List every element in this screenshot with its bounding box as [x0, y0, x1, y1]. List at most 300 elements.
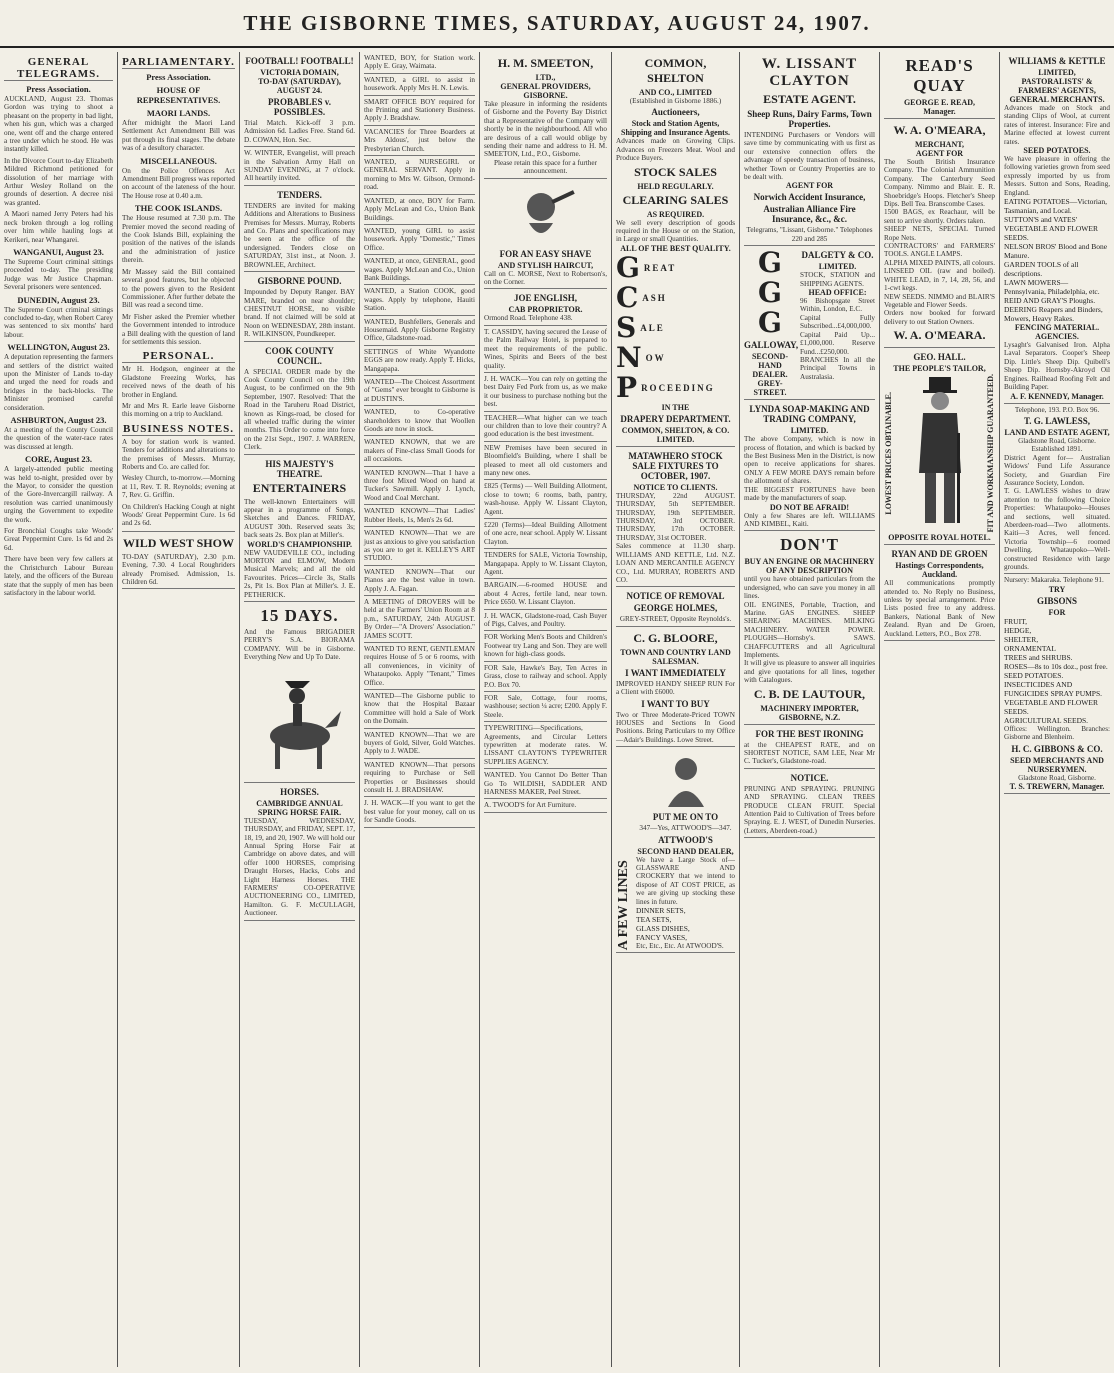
- ad-pound: [244, 272, 355, 341]
- drop-cap-rest: OW: [645, 352, 666, 363]
- ad-text: FOR Working Men's Boots and Children's Footwear try Lang and Son. They are well known for high-class goods.: [484, 633, 607, 659]
- ad-text: A SPECIAL ORDER made by the Cook County Council on the 19th August, to be confirmed on the 9th September, 1907. Resolved: That the Road in the Taruheru Road District, known as Kings-road, be closed for all wheeled traffic during the winter months. This Order to come into force on the 21st Sept., 1907. J. WARREN, Clerk.: [244, 367, 355, 452]
- column-williams-kettle: [1000, 52, 1114, 1367]
- classified-ad: [364, 285, 475, 315]
- ad-text: Impounded by Deputy Ranger. BAY MARE, branded on near shoulder; CHESTNUT HORSE, no visible brand. If not claimed will be sold at Noon on WEDNESDAY, 28th instant. R. WILKINSON, Poundkeeper.: [244, 288, 355, 339]
- ad-heading: DALGETY & CO.: [801, 250, 874, 261]
- drop-cap-rest: ALE: [640, 322, 665, 333]
- ad-heading: DON'T: [780, 535, 839, 555]
- classified-ad: [364, 690, 475, 729]
- ad-heading: DRAPERY DEPARTMENT.: [620, 413, 731, 424]
- ad-heading: W. A. O'MEARA.: [893, 328, 986, 343]
- ad-subheading: AND CO., LIMITED: [639, 88, 712, 97]
- ad-galloway-dalgety: [744, 246, 875, 400]
- dateline: WELLINGTON, August 23.: [7, 342, 110, 353]
- ad-text: Offices: Wellington. Branches: Gisborne and Blenheim.: [1004, 724, 1110, 742]
- ad-barber: [484, 179, 607, 290]
- ad-subheading: SEED MERCHANTS AND NURSERYMEN.: [1010, 755, 1104, 774]
- drop-cap-rest: REAT: [643, 262, 677, 273]
- ad-heading: FOR THE BEST IRONING: [755, 728, 864, 739]
- subhead: HOUSE OF REPRESENTATIVES.: [136, 85, 221, 105]
- column-parliamentary: [118, 52, 240, 1367]
- ad-heading: 15 DAYS.: [260, 606, 339, 626]
- ad-text: The South British Insurance Company. The Colonial Ammunition Company. The Canterbury Seed Company. Nimmo and Blair. E. R. Shoebridge's Hoops. Fletcher's Sheep Dips. Bell Tea. Branscombe Cases.: [884, 158, 995, 209]
- ad-subheading: SECOND-HAND DEALER.: [751, 352, 788, 380]
- classified-ad: [484, 722, 607, 769]
- article-paragraph: There have been very few callers at the Christchurch Labour Bureau lately, and the officers of the Bureau state that the supply of men has been satisfactory in the labour world.: [4, 555, 113, 597]
- classified-ad: [364, 643, 475, 690]
- ad-text: (Established in Gisborne 1886.): [629, 97, 722, 105]
- ad-text: OIL ENGINES, Portable, Traction, and Marine. GAS ENGINES. SHEEP SHEARING MACHINES. MILKING MACHINERY. WATER POWER. PLOUGHS—Hornsby's. SAWS. CHAFFCUTTERS and all Agricultural Implements.: [744, 600, 875, 659]
- ad-subheading: LAND AND ESTATE AGENT,: [1004, 427, 1110, 437]
- classified-ad: [364, 467, 475, 506]
- ad-subheading: AND STYLISH HAIRCUT,: [497, 260, 594, 270]
- ad-text: All communications promptly attended to. No Reply no Business, unless by special arrangement. Price Lists posted free to any address. Bankers, National Bank of New Zealand. Ryan and De Groen, Auckland. Letters, P.O., Box 278.: [884, 579, 995, 638]
- ad-text: Please retain this space for a further announcement.: [494, 158, 597, 176]
- ad-subheading: WORLD'S CHAMPIONSHIP.: [246, 539, 353, 549]
- ad-subheading: IN THE: [661, 402, 690, 412]
- ad-subheading: AGENT FOR: [785, 181, 834, 191]
- masthead-title: THE GISBORNE TIMES, SATURDAY, AUGUST 24, 1907.: [243, 11, 871, 35]
- ad-reads-quay: [884, 52, 995, 119]
- ad-lynda-soap: [744, 400, 875, 531]
- classified-ad: [484, 631, 607, 661]
- classified-ad: [484, 662, 607, 692]
- ad-subheading: TOWN AND COUNTRY LAND SALESMAN.: [620, 647, 731, 666]
- ad-text: WANTED TO RENT, GENTLEMAN requires House of 5 or 6 rooms, with all conveniences, in vicinity of Whataupoko. Apply "Tenant," Times Office.: [364, 644, 475, 687]
- ad-text: NEW SEEDS. NIMMO and BLAIR'S Vegetable and Flower Seeds.: [884, 292, 995, 309]
- ad-text: Gladstone Road, Gisborne. Established 1891.: [1018, 436, 1096, 454]
- dateline: ASHBURTON, August 23.: [10, 415, 107, 425]
- ad-heading: CLEARING SALES: [622, 192, 729, 207]
- list-item: SEED POTATOES.: [1004, 670, 1064, 680]
- classified-ad: [364, 195, 475, 225]
- ad-text: WANTED KNOWN—That persons requiring to Purchase or Sell Properties or Businesses should consult H. J. BRADSHAW.: [364, 760, 475, 795]
- classified-ad: [484, 549, 607, 579]
- ad-text: WANTED, Bushfellers, Generals and Housemaid. Apply Gisborne Registry Office, Gladstone-road.: [364, 317, 475, 343]
- ad-text: at the CHEAPEST RATE, and on SHORTEST NOTICE, SAM LEE, Near Mr C. Tucker's, Gladstone-road.: [744, 740, 875, 766]
- ad-text: THE BIGGEST FORTUNES have been made by the manufacturers of soap.: [744, 485, 875, 503]
- ad-subheading: LTD.,: [535, 73, 556, 82]
- article-paragraph: At a meeting of the County Council the question of the water-race rates was discussed at length.: [4, 426, 113, 451]
- ad-text: District Agent for— Australian Widows' Fund Life Assurance Society, and Guardian Fire Assurance Society, London.: [1004, 453, 1110, 487]
- ad-tenders: [244, 186, 355, 272]
- column-readsquay-omeara: [880, 52, 1000, 1367]
- classified-ad: [364, 126, 475, 156]
- ad-name: GEORGE HOLMES,: [633, 603, 718, 614]
- horseman-illustration: [255, 666, 345, 776]
- classified-ad: [364, 255, 475, 285]
- ad-heading: C. B. DE LAUTOUR,: [753, 686, 866, 701]
- classified-ad: [364, 505, 475, 527]
- ad-text: J. H. WACK, Gladstone-road, Cash Buyer of Pigs, Calves, and Poultry.: [484, 611, 607, 629]
- ad-text: Call on C. MORSE, Next to Robertson's, on the Corner.: [484, 269, 607, 287]
- ad-line: Sheep Runs, Dairy Farms, Town Properties.: [747, 109, 872, 129]
- section-title: PERSONAL.: [122, 350, 235, 363]
- ad-wild-west-show: [122, 531, 235, 590]
- ad-text: PRUNING AND SPRAYING. PRUNING AND SPRAYING. CLEAN TREES PRODUCE CLEAN FRUIT. Special Attention Paid to Cultivation of Trees before Spraying. E. J. WEST, of Dunedin Nurseries. (Letters, Aberdeen-road.): [744, 784, 875, 835]
- ad-subheading: A. F. KENNEDY, Manager.: [1010, 391, 1104, 401]
- drop-cap: G: [758, 246, 782, 280]
- ad-subheading: GREY-STREET.: [753, 379, 787, 398]
- subhead: MISCELLANEOUS.: [140, 155, 217, 166]
- article-paragraph: After midnight the Maori Land Settlement Act Amendment Bill was put through its final stages. The debate was of a desultory character.: [122, 119, 235, 153]
- classified-ad: [364, 225, 475, 255]
- list-item: ROSES—8s to 10s doz., post free.: [1004, 661, 1108, 671]
- ad-text: 96 Bishopsgate Street Within, London, E.C.: [800, 297, 875, 314]
- classified-ad: [364, 797, 475, 827]
- ad-heading: WILLIAMS & KETTLE: [1008, 56, 1106, 66]
- classified-ad: [484, 769, 607, 799]
- ad-text: WANTED, a NURSEGIRL or GENERAL SERVANT. Apply in morning to Mrs W. Gibson, Ormond-road.: [364, 158, 475, 192]
- ad-text: Telephone, 193. P.O. Box 96.: [1014, 405, 1100, 414]
- ad-heading: RYAN AND DE GROEN: [891, 549, 988, 560]
- drop-cap: G: [616, 250, 640, 284]
- column-common-shelton: [612, 52, 740, 1367]
- ad-subheading: HEAD OFFICE:: [808, 288, 867, 298]
- ad-heading: GEO. HALL.: [913, 352, 966, 363]
- ad-text: WANTED, to Co-operative shareholders to know that Woollen Goods are now in stock.: [364, 408, 475, 434]
- classified-ad: [364, 566, 475, 596]
- ad-text: NEW Premises have been secured in Bloomfield's Building, where I shall be pleased to meet all old customers and many new ones.: [484, 443, 607, 477]
- ad-heading: JOE ENGLISH,: [513, 293, 578, 304]
- ad-text: WANTED, at once, GENERAL, good wages. Apply McLean and Co., Union Bank Buildings.: [364, 257, 475, 282]
- ad-heading: FOR AN EASY SHAVE: [499, 248, 592, 259]
- list-item: SHELTER,: [1004, 634, 1039, 644]
- ad-text: Nursery: Makaraka. Telephone 91.: [1004, 576, 1104, 585]
- ad-dont-buy: [744, 531, 875, 724]
- ad-text: GREY-STREET, Opposite Reynolds's.: [619, 615, 732, 624]
- ad-text: WANTED KNOWN—That we are buyers of Gold, Silver, Gold Watches. Apply to J. WADE.: [364, 730, 475, 756]
- list-item: VEGETABLE AND FLOWER SEEDS.: [1004, 697, 1098, 716]
- ad-text: Take pleasure in informing the residents of Gisborne and the Poverty Bay District that a Representative of the Company will shortly be in the neighbourhood. All who are desirous of a call would oblige by sending their name and address to H. M. SMEETON, Ltd., P.O., Gisborne.: [484, 100, 607, 159]
- ad-text: W. WINTER, Evangelist, will preach in the Salvation Army Hall on SUNDAY EVENING, at 7 o'clock. All heartily invited.: [244, 149, 355, 183]
- article-paragraph: Mr and Mrs R. Earle leave Gisborne this morning on a trip to Auckland.: [122, 401, 235, 419]
- ad-subheading: NOTICE TO CLIENTS.: [633, 482, 718, 492]
- ad-text: And the Famous BRIGADIER PERRY'S S.A. BIORAMA COMPANY. Will be in Gisborne. Everything New and Up To Date.: [244, 628, 355, 662]
- ad-subheading: LIMITED.: [818, 262, 857, 272]
- column-local-ads: [480, 52, 612, 1367]
- ad-text: We have pleasure in offering the following varieties grown from seed expressly imported by us from Messrs. Sutton and Sons, Reading, England.: [1004, 155, 1110, 197]
- ad-text: TEACHER—What higher can we teach our children than to love their country? A good education is the best investment.: [484, 413, 607, 439]
- ad-text: WANTED, a Station COOK, good wages. Apply by telephone, Hauiti Station.: [364, 287, 475, 313]
- vertical-banner: LOWEST PRICES OBTAINABLE.: [884, 391, 893, 515]
- dateline: DUNEDIN, August 23.: [17, 294, 100, 305]
- tailor-figure-row: [884, 373, 995, 533]
- ad-subheading: AGENCIES.: [1035, 332, 1079, 342]
- ad-subheading: MERCHANT,: [915, 140, 964, 149]
- ad-subheading: THE PEOPLE'S TAILOR,: [893, 364, 986, 374]
- classified-ad: [364, 74, 475, 96]
- ad-subheading: GENERAL PROVIDERS, GISBORNE.: [500, 82, 591, 100]
- list-item: FRUIT,: [1004, 616, 1027, 626]
- ad-text: WANTED KNOWN, that we are makers of Fine-class Small Goods for all occasions.: [364, 438, 475, 464]
- ad-heading: Norwich Accident Insurance,: [753, 192, 866, 203]
- ad-heading: Australian Alliance Fire Insurance, &c., &c.: [763, 204, 856, 225]
- column-wanted-ads: [360, 52, 480, 1367]
- ad-lawless: [1004, 404, 1110, 575]
- ad-text: Advances made on Stock and standing Clips of Wool, at current rates of interest. Insurance: Fire and Marine effected at lowest current rates.: [1004, 104, 1110, 146]
- list-item: TREES and SHRUBS.: [1004, 652, 1073, 662]
- vertical-banner: FIT AND WORKMANSHIP GUARANTEED.: [986, 373, 995, 533]
- article-paragraph: On the Police Offences Act Amendment Bill progress was reported on account of the lateness of the hour. The House rose at 0.40 a.m.: [122, 166, 235, 200]
- ad-gibbons: [1004, 574, 1110, 794]
- ad-theatre: [244, 455, 355, 602]
- ad-text: WANTED, young GIRL to assist housework. Apply "Domestic," Times Office.: [364, 226, 475, 252]
- ad-heading: C. G. BLOORE,: [633, 630, 718, 645]
- ad-text: CONTRACTORS' and FARMERS' TOOLS. ANGLE LAMPS.: [884, 242, 995, 259]
- barber-illustration: [511, 185, 581, 245]
- ad-subheading: Hastings Correspondents, Auckland.: [895, 561, 984, 580]
- ad-text: Two or Three Moderate-Priced TOWN HOUSES and Sections In Good Positions. Bring Particulars to my Office—Adair's Buildings. Lowe Street.: [616, 710, 735, 744]
- drop-cap: C: [616, 280, 639, 314]
- ad-cab: [484, 289, 607, 325]
- classified-ad: [484, 412, 607, 442]
- ad-text: SMART OFFICE BOY required for the Printing and Stationery Business. Apply J. Bradshaw.: [364, 97, 475, 123]
- ad-subheading: AS REQUIRED.: [646, 209, 705, 219]
- ad-subheading: TRY: [1048, 584, 1066, 594]
- ad-text: WANTED, a GIRL to assist in housework. Apply Mrs H. N. Lewis.: [364, 75, 475, 93]
- ad-subheading: BUY AN ENGINE OR MACHINERY OF ANY DESCRIPTION: [744, 557, 875, 576]
- ad-subheading: Manager.: [923, 107, 956, 116]
- column-entertainment: [240, 52, 360, 1367]
- list-item: INSECTICIDES AND FUNGICIDES SPRAY PUMPS.: [1004, 679, 1103, 698]
- ad-heading: H. C. GIBBONS & CO.: [1011, 743, 1103, 754]
- article-paragraph: Mr Fisher asked the Premier whether the Government intended to introduce a Bill dealing with the question of land for settlements this session.: [122, 312, 235, 346]
- drop-cap: N: [616, 340, 642, 374]
- section-title: PARLIAMENTARY.: [122, 56, 235, 68]
- ad-subheading: AGENT FOR: [915, 149, 964, 158]
- article-paragraph: A largely-attended public meeting was held to-night, presided over by the Mayor, to consider the question of the Gore-Invercargill railway. A resolution was carried unanimously urging the Government to expedite the work.: [4, 465, 113, 524]
- ad-subheading: LIMITED.: [790, 426, 829, 436]
- dateline: WANGANUI, August 23.: [13, 246, 104, 257]
- article-paragraph: The Supreme Court criminal sittings proceeded to-day. The presiding Judge was Mr Justice Chapman. Several prisoners were sentenced.: [4, 257, 113, 292]
- ad-county-council: [244, 342, 355, 455]
- ad-role: Auctioneers,: [651, 107, 700, 118]
- ad-text: WANTED, at once, BOY for Farm. Apply McLean and Co., Union Bank Buildings.: [364, 196, 475, 222]
- drop-cap: S: [616, 310, 637, 344]
- classified-ad: [364, 436, 475, 466]
- ad-text: TYPEWRITING—Specifications, Agreements, and Circular Letters typewritten at moderate rates. W. LISSANT CLAYTON'S TYPEWRITER SUPPLIES AGENCY.: [484, 724, 607, 766]
- ad-bloore: [616, 627, 735, 747]
- classified-ad: [484, 442, 607, 481]
- list-item: AGRICULTURAL SEEDS.: [1004, 715, 1089, 725]
- ad-subheading: T. S. TREWERN, Manager.: [1009, 782, 1105, 792]
- ad-subheading: ENTERTAINERS: [252, 480, 347, 495]
- classified-ad: [364, 156, 475, 195]
- article-paragraph: Mr H. Hodgson, engineer at the Gladstone Freezing Works, has received news of the death of his brother in England.: [122, 365, 235, 399]
- classified-ad: [484, 692, 607, 722]
- ad-name: ATTWOOD'S: [658, 834, 713, 845]
- ad-text: We sell every description of goods required in the House or on the Station, in Large or small Quantities.: [616, 218, 735, 244]
- ad-heading: NOTICE OF REMOVAL: [626, 591, 725, 602]
- article-paragraph: In the Divorce Court to-day Elizabeth Mildred Richmond petitioned for dissolution of her marriage with Arthur Wesley Rolland on the grounds of desertion. A decree nisi was granted.: [4, 156, 113, 207]
- ad-text: WANTED KNOWN—That I have a three foot Mixed Wood on hand at Tucker's Sawmill. Apply J. Lynch, Wood and Coal Merchant.: [364, 468, 475, 502]
- ad-text: WANTED KNOWN—That our Pianos are the best value in town. Apply J. A. Fagan.: [364, 567, 475, 593]
- ad-subheading: LIMITED,: [1038, 68, 1076, 77]
- classified-ad: [484, 373, 607, 412]
- classified-ad: [364, 759, 475, 798]
- classified-ad: [364, 596, 475, 643]
- ad-text: T. CASSIDY, having secured the Lease of the Palm Railway Hotel, is prepared to meet the requirements of the public. Wines, Spirits and Beers of the best quality.: [484, 327, 607, 370]
- ad-smeeton: [484, 52, 607, 179]
- ad-text: TO-DAY (SATURDAY), 2.30 p.m. Evening, 7.30. 4 Local Roughriders already Promised. Admission, 1s. Children 6d.: [122, 552, 235, 587]
- ad-subheading: GENERAL MERCHANTS.: [1009, 95, 1105, 104]
- ad-text: J. H. WACK—You can rely on getting the best Dairy Fed Pork from us, as we make it our business to purchase nothing but the best.: [484, 374, 607, 409]
- drop-cap-line: [616, 340, 735, 374]
- ad-text: WANTED—The Choicest Assortment of "Gems" ever brought to Gisborne is at DUSTIN'S.: [364, 378, 475, 403]
- ad-text: ALPHA MIXED PAINTS, all colours. LINSEED OIL (raw and boiled). WHITE LEAD, in 7, 14, 28, 56, and 1-cwt kegs.: [884, 258, 995, 293]
- list-item: SUTTON'S and VATES' VEGETABLE AND FLOWER SEEDS.: [1004, 215, 1098, 243]
- ad-date: TO-DAY (SATURDAY), AUGUST 24.: [258, 77, 341, 95]
- ad-heading: HORSES.: [280, 786, 319, 797]
- list-item: NELSON BROS' Blood and Bone Manure.: [1004, 242, 1108, 261]
- ad-geo-hall: [884, 348, 995, 545]
- article-paragraph: A Maori named Jerry Peters had his neck broken through a log rolling over him while hauling logs at Kerikeri, near Whangarei.: [4, 210, 113, 244]
- classified-ad: [484, 326, 607, 373]
- ad-galloway: [744, 246, 799, 398]
- ad-heading: I WANT TO BUY: [641, 698, 710, 709]
- ad-heading: T. G. LAWLESS,: [1023, 415, 1091, 426]
- ad-subheading: ESTATE AGENT.: [763, 92, 856, 106]
- ad-heading: LYNDA SOAP-MAKING AND TRADING COMPANY,: [749, 404, 870, 425]
- ad-text: J. H. WACK—If you want to get the best value for your money, call on us for Sandle Goods.: [364, 799, 475, 825]
- ad-text: FOR Sale, Cottage, four rooms, washhouse; section ¼ acre; £200. Apply F. Steele.: [484, 693, 607, 719]
- classified-ad: [364, 96, 475, 126]
- ad-text: 347—Yes, ATTWOOD'S—347.: [639, 824, 732, 833]
- ad-heading: TENDERS.: [277, 189, 322, 200]
- ad-heading: COMMON, SHELTON: [644, 56, 707, 85]
- ad-heading: MATAWHERO STOCK SALE FIXTURES TO OCTOBER, 1907.: [628, 450, 723, 481]
- ad-text: T. G. LAWLESS wishes to draw attention to the following Choice Properties: Whataupoko—Houses and sections, well situated. Aberdeen-road—Two allotments. Kaiti—3 Acres, well fenced. Victoria Township—6 roomed Dwelling. Whataupoko—Well-constructed Residence with large grounds.: [1004, 487, 1110, 571]
- ad-removal: [616, 587, 735, 626]
- ad-text: Etc, Etc., Etc. At ATWOOD'S.: [636, 942, 724, 950]
- drop-cap: G: [758, 276, 782, 310]
- section-title: GENERAL TELEGRAMS.: [4, 56, 113, 81]
- drop-cap-rest: ASH: [642, 292, 667, 303]
- ad-text: Capital Fully Subscribed...£4,000,000. Capital Paid Up...£1,000,000. Reserve Fund...£250,000.: [800, 313, 875, 356]
- ad-subheading: HELD REGULARLY.: [637, 181, 714, 191]
- ad-text: TENDERS are invited for making Additions and Alterations to Business Premises for Messrs. Murray, Roberts and Co. Plans and specifications may be seen at the office of the undersigned. Tenders close on SATURDAY, 31st inst., at Noon. J. BROWNLEE, Architect.: [244, 201, 355, 269]
- ad-attwood: [616, 747, 735, 953]
- list-item: HEDGE,: [1004, 625, 1032, 635]
- ad-text: IMPROVED HANDY SHEEP RUN For a Client with £6000.: [616, 679, 735, 697]
- ad-text: The above Company, which is now in process of flotation, and which is backed by the Best Business Men in the District, is now open to receive applications for shares. ONLY A FEW MORE DAYS remain before the allotment of shares.: [744, 435, 875, 486]
- dateline: CORE, August 23.: [24, 454, 93, 465]
- article-paragraph: Wesley Church, to-morrow.—Morning at 11, Rev. T. R. Reynolds; evening at 7, Rev. G. Griffin.: [122, 474, 235, 500]
- ad-subheading: ALL OF THE BEST QUALITY.: [620, 243, 731, 253]
- ad-text: £825 (Terms) — Well Building Allotment, close to town; 6 rooms, bath, pantry, wash-house. Apply W. Lissant Clayton, Agent.: [484, 482, 607, 516]
- ad-subheading: SECOND HAND DEALER,: [637, 846, 734, 856]
- ad-subheading: Stock and Station Agents, Shipping and Insurance Agents.: [621, 119, 730, 138]
- classified-ad: [484, 579, 607, 609]
- ad-heading: GIBSONS: [1036, 595, 1078, 606]
- subhead: THE COOK ISLANDS.: [134, 203, 223, 214]
- ad-subheading: COMMON, SHELTON, & CO. LIMITED.: [621, 425, 730, 444]
- ad-text: It will give us pleasure to answer all inquiries and give quotations for all lines, together with Catalogues.: [744, 659, 875, 685]
- article-paragraph: AUCKLAND, August 23. Thomas Gordon was trying to shoot a pheasant on the property in bad light, when his gun, which was a charged one, went off and the charge entered a tree under which he stood. He was instantly killed.: [4, 95, 113, 154]
- drop-cap-rest: ROCEEDING: [641, 382, 715, 393]
- ad-text: Orders now booked for forward delivery to out Station Owners.: [884, 309, 995, 326]
- ad-horse-fair: [244, 783, 355, 921]
- classified-ad: [484, 519, 607, 549]
- ad-dalgety: [800, 248, 875, 397]
- ad-heading: NOTICE.: [790, 772, 829, 783]
- classified-ad: [484, 610, 607, 632]
- ad-text: Advances made on Growing Clips. Advances on Freezers Meat. Wool and Produce Buyers.: [616, 137, 735, 163]
- ad-subheading: CAMBRIDGE ANNUAL SPRING HORSE FAIR.: [256, 798, 343, 817]
- ad-heading: W. LISSANT CLAYTON: [761, 56, 858, 89]
- ad-text: £220 (Terms)—Ideal Building Allotment of one acre, near school. Apply W. Lissant Clayton.: [484, 521, 607, 546]
- classified-ad: [364, 527, 475, 566]
- ad-attwood-body: [636, 749, 735, 950]
- list-item: DEERING Reapers and Binders, Mowers, Heavy Rakes.: [1004, 305, 1103, 324]
- drop-cap-line: [616, 280, 735, 314]
- ad-text: WANTED, BOY, for Station work. Apply E. Gray, Waimata.: [364, 54, 475, 71]
- ad-text: BARGAIN.—6-roomed HOUSE and about 4 Acres, fertile land, near town. Price £650. W. Lissant Clayton.: [484, 581, 607, 607]
- ad-text: TUESDAY, WEDNESDAY, THURSDAY, and FRIDAY, SEPT. 17, 18, 19, and 20, 1907. We will hold our Annual Spring Horse Fair at Cambridge on above dates, and will offer 1000 HORSES, comprising Draught Horses, Hacks, Cobs and Light Harness Horses. THE FARMERS' CO-OPERATIVE AUCTIONEERING CO., LIMITED, Hamilton. G. F. McCULLAGH, Auctioneer.: [244, 816, 355, 918]
- ad-subheading: CAB PROPRIETOR.: [508, 305, 583, 315]
- ad-text: WANTED KNOWN—That we are just as anxious to give you satisfaction as you are to get it. KELLEY'S ART STUDIO.: [364, 529, 475, 563]
- ad-text: 1500 BAGS, ex Reachaur, will be sent to arrive shortly. Orders taken.: [884, 208, 995, 225]
- section-title: BUSINESS NOTES.: [123, 422, 234, 435]
- ad-text: Trial Match. Kick-off 3 p.m. Admission 6d. Ladies Free. Stand 6d. D. COWAN, Hon. Sec.: [244, 119, 355, 144]
- ad-heading: STOCK SALES: [634, 164, 717, 179]
- classified-ad: [364, 406, 475, 436]
- article-paragraph: The Supreme Court criminal sittings concluded to-day, when Robert Carey was sentenced to six months' hard labour.: [4, 305, 113, 339]
- ad-text: NEW VAUDEVILLE CO., including MORTON and ELMOW, Modern Musical Marvels; and all the old Favourites. Prices—Circle 3s, Stalls 2s, Pit 1s. Box Plan at Miller's. J. E. PETHERICK.: [244, 548, 355, 599]
- gentleman-illustration: [905, 373, 975, 533]
- list-item: GLASS DISHES,: [636, 924, 690, 933]
- ad-text: VACANCIES for Three Boarders at Mrs Aldous', just below the Presbyterian Church.: [364, 127, 475, 153]
- list-item: LAWN MOWERS—Pennsylvania, Philadelphia, etc.: [1004, 278, 1100, 297]
- masthead: [0, 0, 1114, 48]
- ad-ironing: [744, 725, 875, 769]
- ad-text: BRANCHES In all the Principal Towns in Australasia.: [800, 355, 875, 381]
- ad-omeara: [884, 119, 995, 348]
- ad-heading: I WANT IMMEDIATELY: [625, 667, 726, 678]
- ad-text: Ormond Road. Telephone 438.: [484, 314, 573, 323]
- list-item: ORNAMENTAL: [1004, 643, 1056, 653]
- ad-text: The well-known Entertainers will appear in a programme of Songs, Sketches and Dances. FRIDAY, AUGUST 30th. Reserved seats 3s; back seats 2s. Box plan at Miller's.: [244, 497, 355, 540]
- drop-cap-line: [616, 370, 735, 404]
- ad-heading: GISBORNE POUND.: [257, 276, 342, 287]
- column-lissant-clayton: [740, 52, 880, 1367]
- ad-subheading: GEORGE E. READ,: [903, 98, 976, 107]
- list-item: EATING POTATOES—Victorian, Tasmanian, and Local.: [1004, 197, 1107, 216]
- ad-pruning: [744, 769, 875, 838]
- list-item: TEA SETS,: [636, 915, 672, 924]
- source-line: Press Association.: [26, 84, 91, 94]
- ad-name: GALLOWAY,: [744, 340, 799, 351]
- ad-text: Only a few Shares are left. WILLIAMS AND KIMBEL, Kaiti.: [744, 511, 875, 528]
- source-line: Press Association.: [146, 72, 211, 82]
- ad-biorama: [244, 602, 355, 783]
- drop-cap-line: [616, 310, 735, 344]
- article-paragraph: For Bronchial Coughs take Woods' Great Peppermint Cure. 1s 6d and 2s 6d.: [4, 527, 113, 552]
- drop-cap: P: [616, 370, 638, 404]
- ad-heading: H. M. SMEETON,: [497, 56, 594, 70]
- man-illustration: [656, 753, 716, 808]
- ad-subheading: PASTORALISTS' & FARMERS' AGENTS,: [1018, 77, 1096, 95]
- article-paragraph: The House resumed at 7.30 p.m. The Premier moved the second reading of the Cook Islands Bill, explaining the position of the natives of the islands and the administration of justice therein.: [122, 214, 235, 265]
- ad-text: WANTED KNOWN—That Ladies' Rubber Heels, 1s, Men's 2s 6d.: [364, 507, 475, 524]
- ad-heading: COOK COUNTY COUNCIL.: [265, 345, 334, 366]
- list-item: REID AND GRAY'S Ploughs.: [1004, 296, 1096, 306]
- ad-text: Gladstone Road, Gisborne.: [1018, 773, 1096, 782]
- article-paragraph: Mr Massey said the Bill contained several good features, but he objected to the powers given to the Resident Commissioner. After further debate the Bill was read a second time.: [122, 267, 235, 310]
- ad-heading: READ'S QUAY: [905, 56, 974, 95]
